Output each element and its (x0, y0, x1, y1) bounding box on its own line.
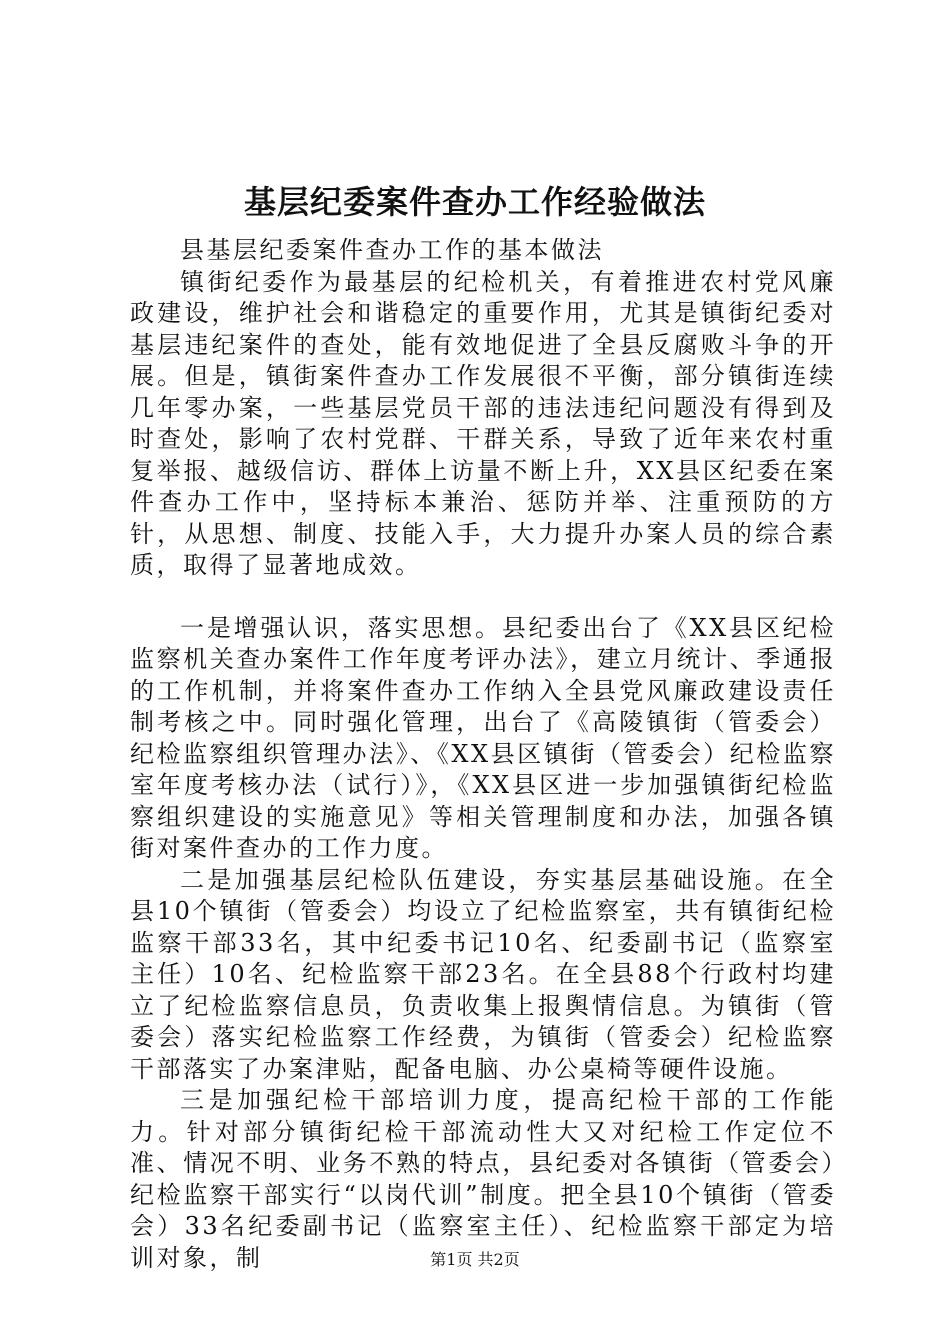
paragraph-point-one: 一是增强认识，落实思想。县纪委出台了《XX县区纪检监察机关查办案件工作年度考评办法》，建立月统计、季通报的工作机制，并将案件查办工作纳入全县党风廉政建设责任制考核之中。同时强化管理，出台了《高陵镇街（管委会）纪检监察组织管理办法》、《XX县区镇街（管委会）纪检监察室年度考核办法（试行）》，《XX县区进一步加强镇街纪检监察组织建设的实施意见》等相关管理制度和办法，加强各镇街对案件查办的工作力度。 (130, 613, 836, 862)
document-body (130, 235, 836, 1274)
section-heading: 县基层纪委案件查办工作的基本做法 (180, 236, 604, 264)
page-number-footer: 第1页 共2页 (430, 1250, 520, 1269)
paragraph-point-two: 二是加强基层纪检队伍建设，夯实基层基础设施。在全县10个镇街（管委会）均设立了纪检监察室，共有镇街纪检监察干部33名，其中纪委书记10名、纪委副书记（监察室主任）10名、纪检监察干部23名。在全县88个行政村均建立了纪检监察信息员，负责收集上报舆情信息。为镇街（管委会）落实纪检监察工作经费，为镇街（管委会）纪检监察干部落实了办案津贴，配备电脑、办公桌椅等硬件设施。 (130, 865, 836, 1083)
document-title: 基层纪委案件查办工作经验做法 (243, 183, 706, 221)
paragraph-intro: 镇街纪委作为最基层的纪检机关，有着推进农村党风廉政建设，维护社会和谐稳定的重要作用，尤其是镇街纪委对基层违纪案件的查处，能有效地促进了全县反腐败斗争的开展。但是，镇街案件查办工作发展很不平衡，部分镇街连续几年零办案，一些基层党员干部的违法违纪问题没有得到及时查处，影响了农村党群、干群关系，导致了近年来农村重复举报、越级信访、群体上访量不断上升，XX县区纪委在案件查办工作中，坚持标本兼治、惩防并举、注重预防的方针，从思想、制度、技能入手，大力提升办案人员的综合素质，取得了显著地成效。 (130, 267, 836, 579)
paragraph-point-three: 三是加强纪检干部培训力度，提高纪检干部的工作能力。针对部分镇街纪检干部流动性大又对纪检工作定位不准、情况不明、业务不熟的特点，县纪委对各镇街（管委会）纪检监察干部实行“以岗代训”制度。把全县10个镇街（管委会）33名纪委副书记（监察室主任）、纪检监察干部定为培训对象，制 (130, 1086, 836, 1272)
paragraph-spacer (130, 582, 836, 613)
